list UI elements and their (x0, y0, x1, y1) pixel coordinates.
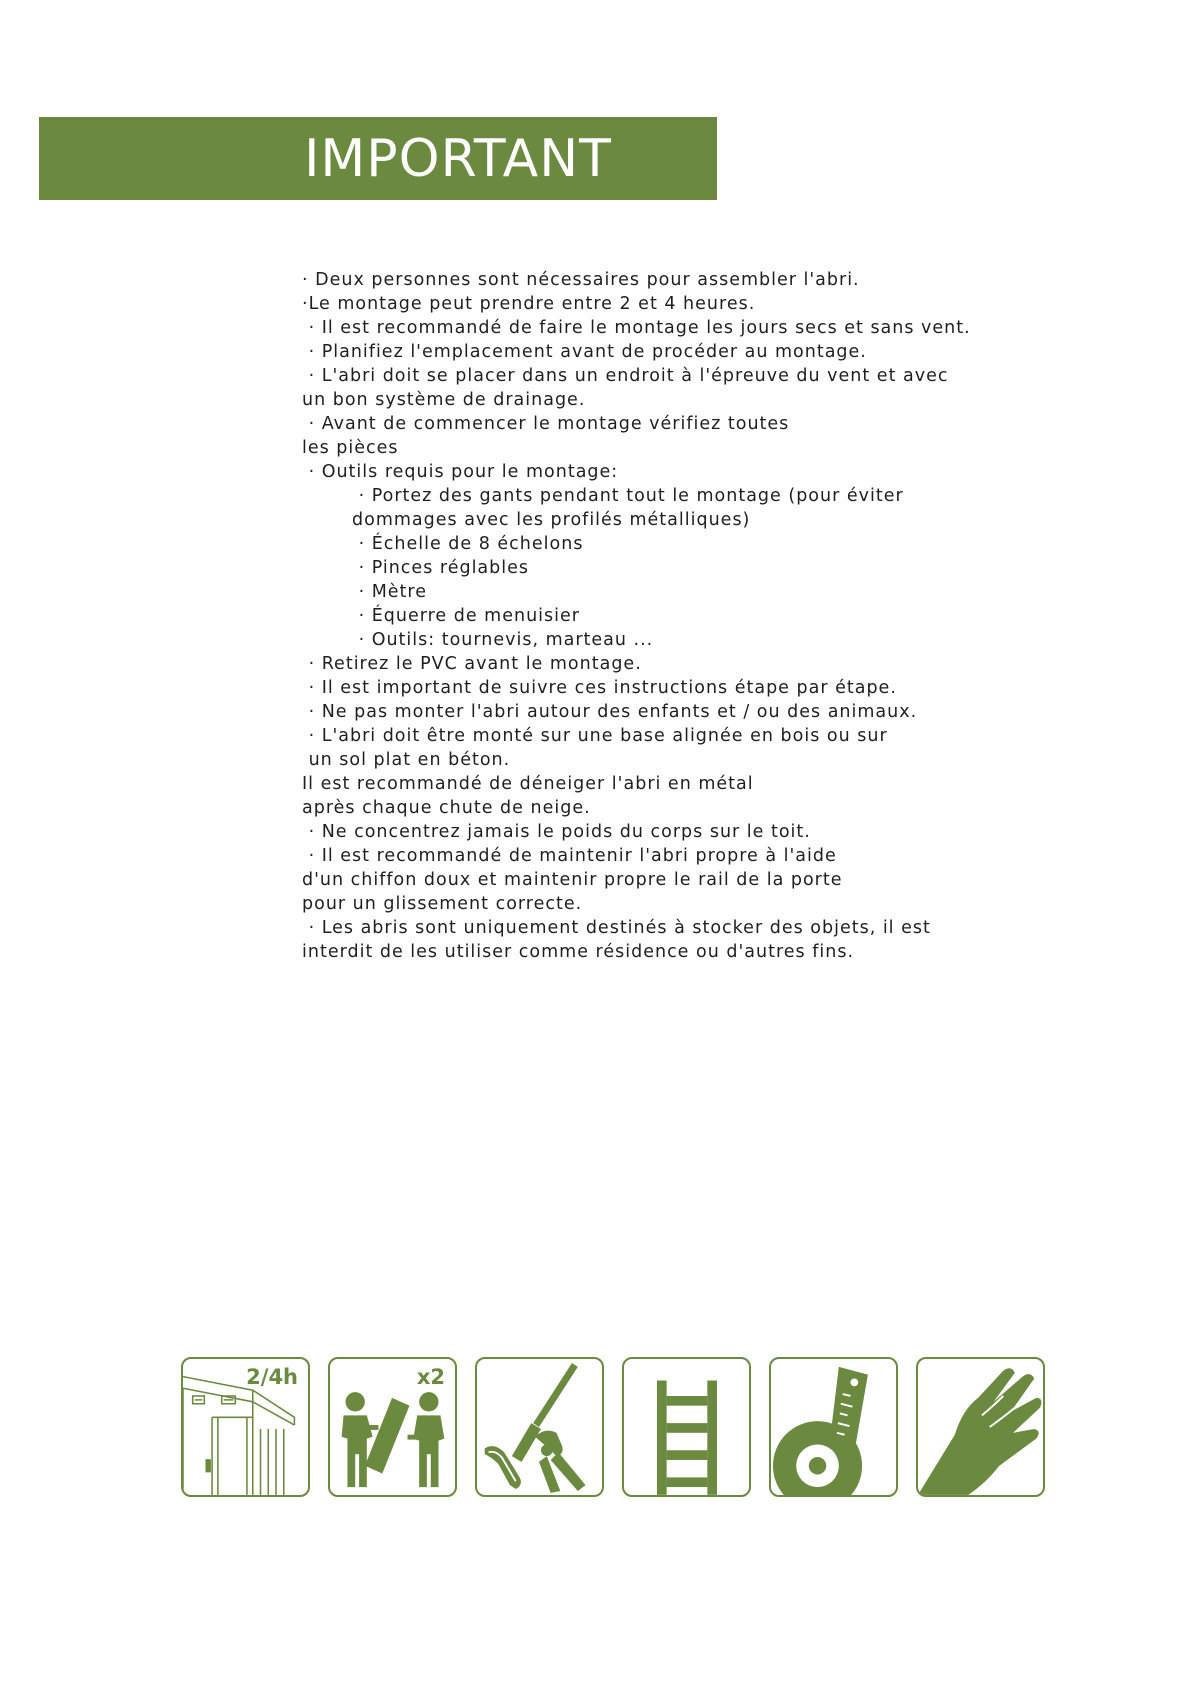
instruction-line: · Outils: tournevis, marteau ... (352, 630, 654, 650)
instruction-line: · Mètre (352, 582, 427, 602)
instruction-line: interdit de les utiliser comme résidence ou d'autres fins. (302, 942, 855, 962)
tape-icon (771, 1359, 896, 1495)
instruction-line: · Outils requis pour le montage: (302, 462, 619, 482)
instruction-line: ·Le montage peut prendre entre 2 et 4 heures. (302, 294, 756, 314)
instruction-line: Il est recommandé de déneiger l'abri en métal (302, 774, 754, 794)
icon-row (181, 1357, 1061, 1501)
ladder-icon (622, 1357, 751, 1497)
instruction-line: · Il est recommandé de maintenir l'abri propre à l'aide (302, 846, 837, 866)
instruction-line: · Les abris sont uniquement destinés à stocker des objets, il est (302, 918, 931, 938)
page-title: IMPORTANT (304, 128, 612, 189)
pliers-screwdriver-icon (475, 1357, 604, 1497)
instruction-line: · Planifiez l'emplacement avant de procéder au montage. (302, 342, 867, 362)
instruction-line: dommages avec les profilés métalliques) (352, 510, 751, 530)
instruction-line: · L'abri doit se placer dans un endroit à l'épreuve du vent et avec (302, 366, 949, 386)
instruction-line: · Pinces réglables (352, 558, 530, 578)
instruction-line: pour un glissement correcte. (302, 894, 583, 914)
instruction-line: · Portez des gants pendant tout le montage (pour éviter (352, 486, 904, 506)
glove-icon (916, 1357, 1045, 1497)
people-count-label: x2 (416, 1365, 445, 1389)
instructions-list (302, 268, 1002, 964)
instruction-line: un sol plat en béton. (302, 750, 511, 770)
instruction-line: · Échelle de 8 échelons (352, 534, 584, 554)
two-people-icon (328, 1357, 457, 1497)
glove-shape-icon (918, 1359, 1043, 1495)
instruction-line: · Deux personnes sont nécessaires pour assembler l'abri. (302, 270, 860, 290)
header-banner (39, 117, 717, 200)
instruction-line: · Ne concentrez jamais le poids du corps sur le toit. (302, 822, 811, 842)
instruction-line: un bon système de drainage. (302, 390, 586, 410)
ladder-shape-icon (624, 1359, 749, 1495)
time-label: 2/4h (246, 1365, 298, 1389)
shed-time-icon (181, 1357, 310, 1497)
instruction-line: les pièces (302, 438, 399, 458)
instruction-line: · Équerre de menuisier (352, 606, 580, 626)
instruction-line: · Ne pas monter l'abri autour des enfants et / ou des animaux. (302, 702, 918, 722)
instruction-line: après chaque chute de neige. (302, 798, 591, 818)
instruction-line: d'un chiffon doux et maintenir propre le rail de la porte (302, 870, 843, 890)
instruction-line: · Il est recommandé de faire le montage les jours secs et sans vent. (302, 318, 971, 338)
measuring-tape-icon (769, 1357, 898, 1497)
pliers-icon (477, 1359, 602, 1495)
instruction-line: · L'abri doit être monté sur une base alignée en bois ou sur (302, 726, 888, 746)
instruction-line: · Retirez le PVC avant le montage. (302, 654, 642, 674)
instruction-line: · Avant de commencer le montage vérifiez toutes (302, 414, 790, 434)
instruction-line: · Il est important de suivre ces instructions étape par étape. (302, 678, 897, 698)
